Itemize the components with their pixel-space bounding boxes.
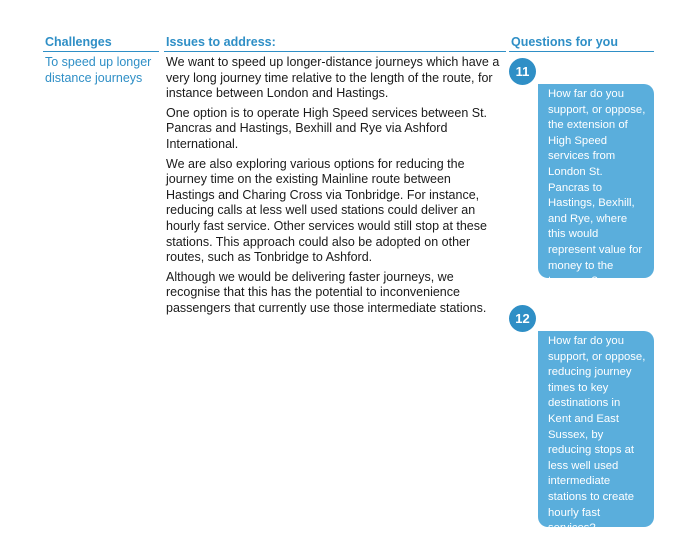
question-11-badge: 11 (509, 58, 536, 85)
questions-header: Questions for you (511, 35, 618, 49)
issues-body (166, 55, 502, 321)
question-11-box: How far do you support, or oppose, the extension of High Speed services from London St. Pancras to Hastings, Bexhill, and Rye, where this would represent value for money to the taxpayer? (538, 84, 654, 278)
issue-paragraph: Although we would be delivering faster journeys, we recognise that this has the potential to inconvenience passengers that currently use those intermediate stations. (166, 269, 487, 315)
issues-rule (164, 51, 506, 52)
issue-paragraph: We are also exploring various options for reducing the journey time on the existing Mainline route between Hastings and Charing Cross via Tonbridge. For instance, reducing calls at less well used stations could deliver an hourly fast service. Other services would still stop at these stations. This approach could also be adopted on other routes, such as Tonbridge to Ashford. (166, 156, 487, 265)
challenge-text: To speed up longer distance journeys (45, 55, 152, 85)
issue-paragraph: We want to speed up longer-distance journeys which have a very long journey time relative to the length of the route, for instance between London and Hastings. (166, 55, 500, 101)
question-12-badge: 12 (509, 305, 536, 332)
issue-paragraph: One option is to operate High Speed services between St. Pancras and Hastings, Bexhill and Rye via Ashford International. (166, 105, 488, 151)
questions-rule (509, 51, 654, 52)
issues-header: Issues to address: (166, 35, 276, 49)
challenges-rule (43, 51, 159, 52)
challenges-header: Challenges (45, 35, 112, 49)
question-12-box: How far do you support, or oppose, reducing journey times to key destinations in Kent and East Sussex, by reducing stops at less well used intermediate stations to create hourly fast services? (538, 331, 654, 527)
